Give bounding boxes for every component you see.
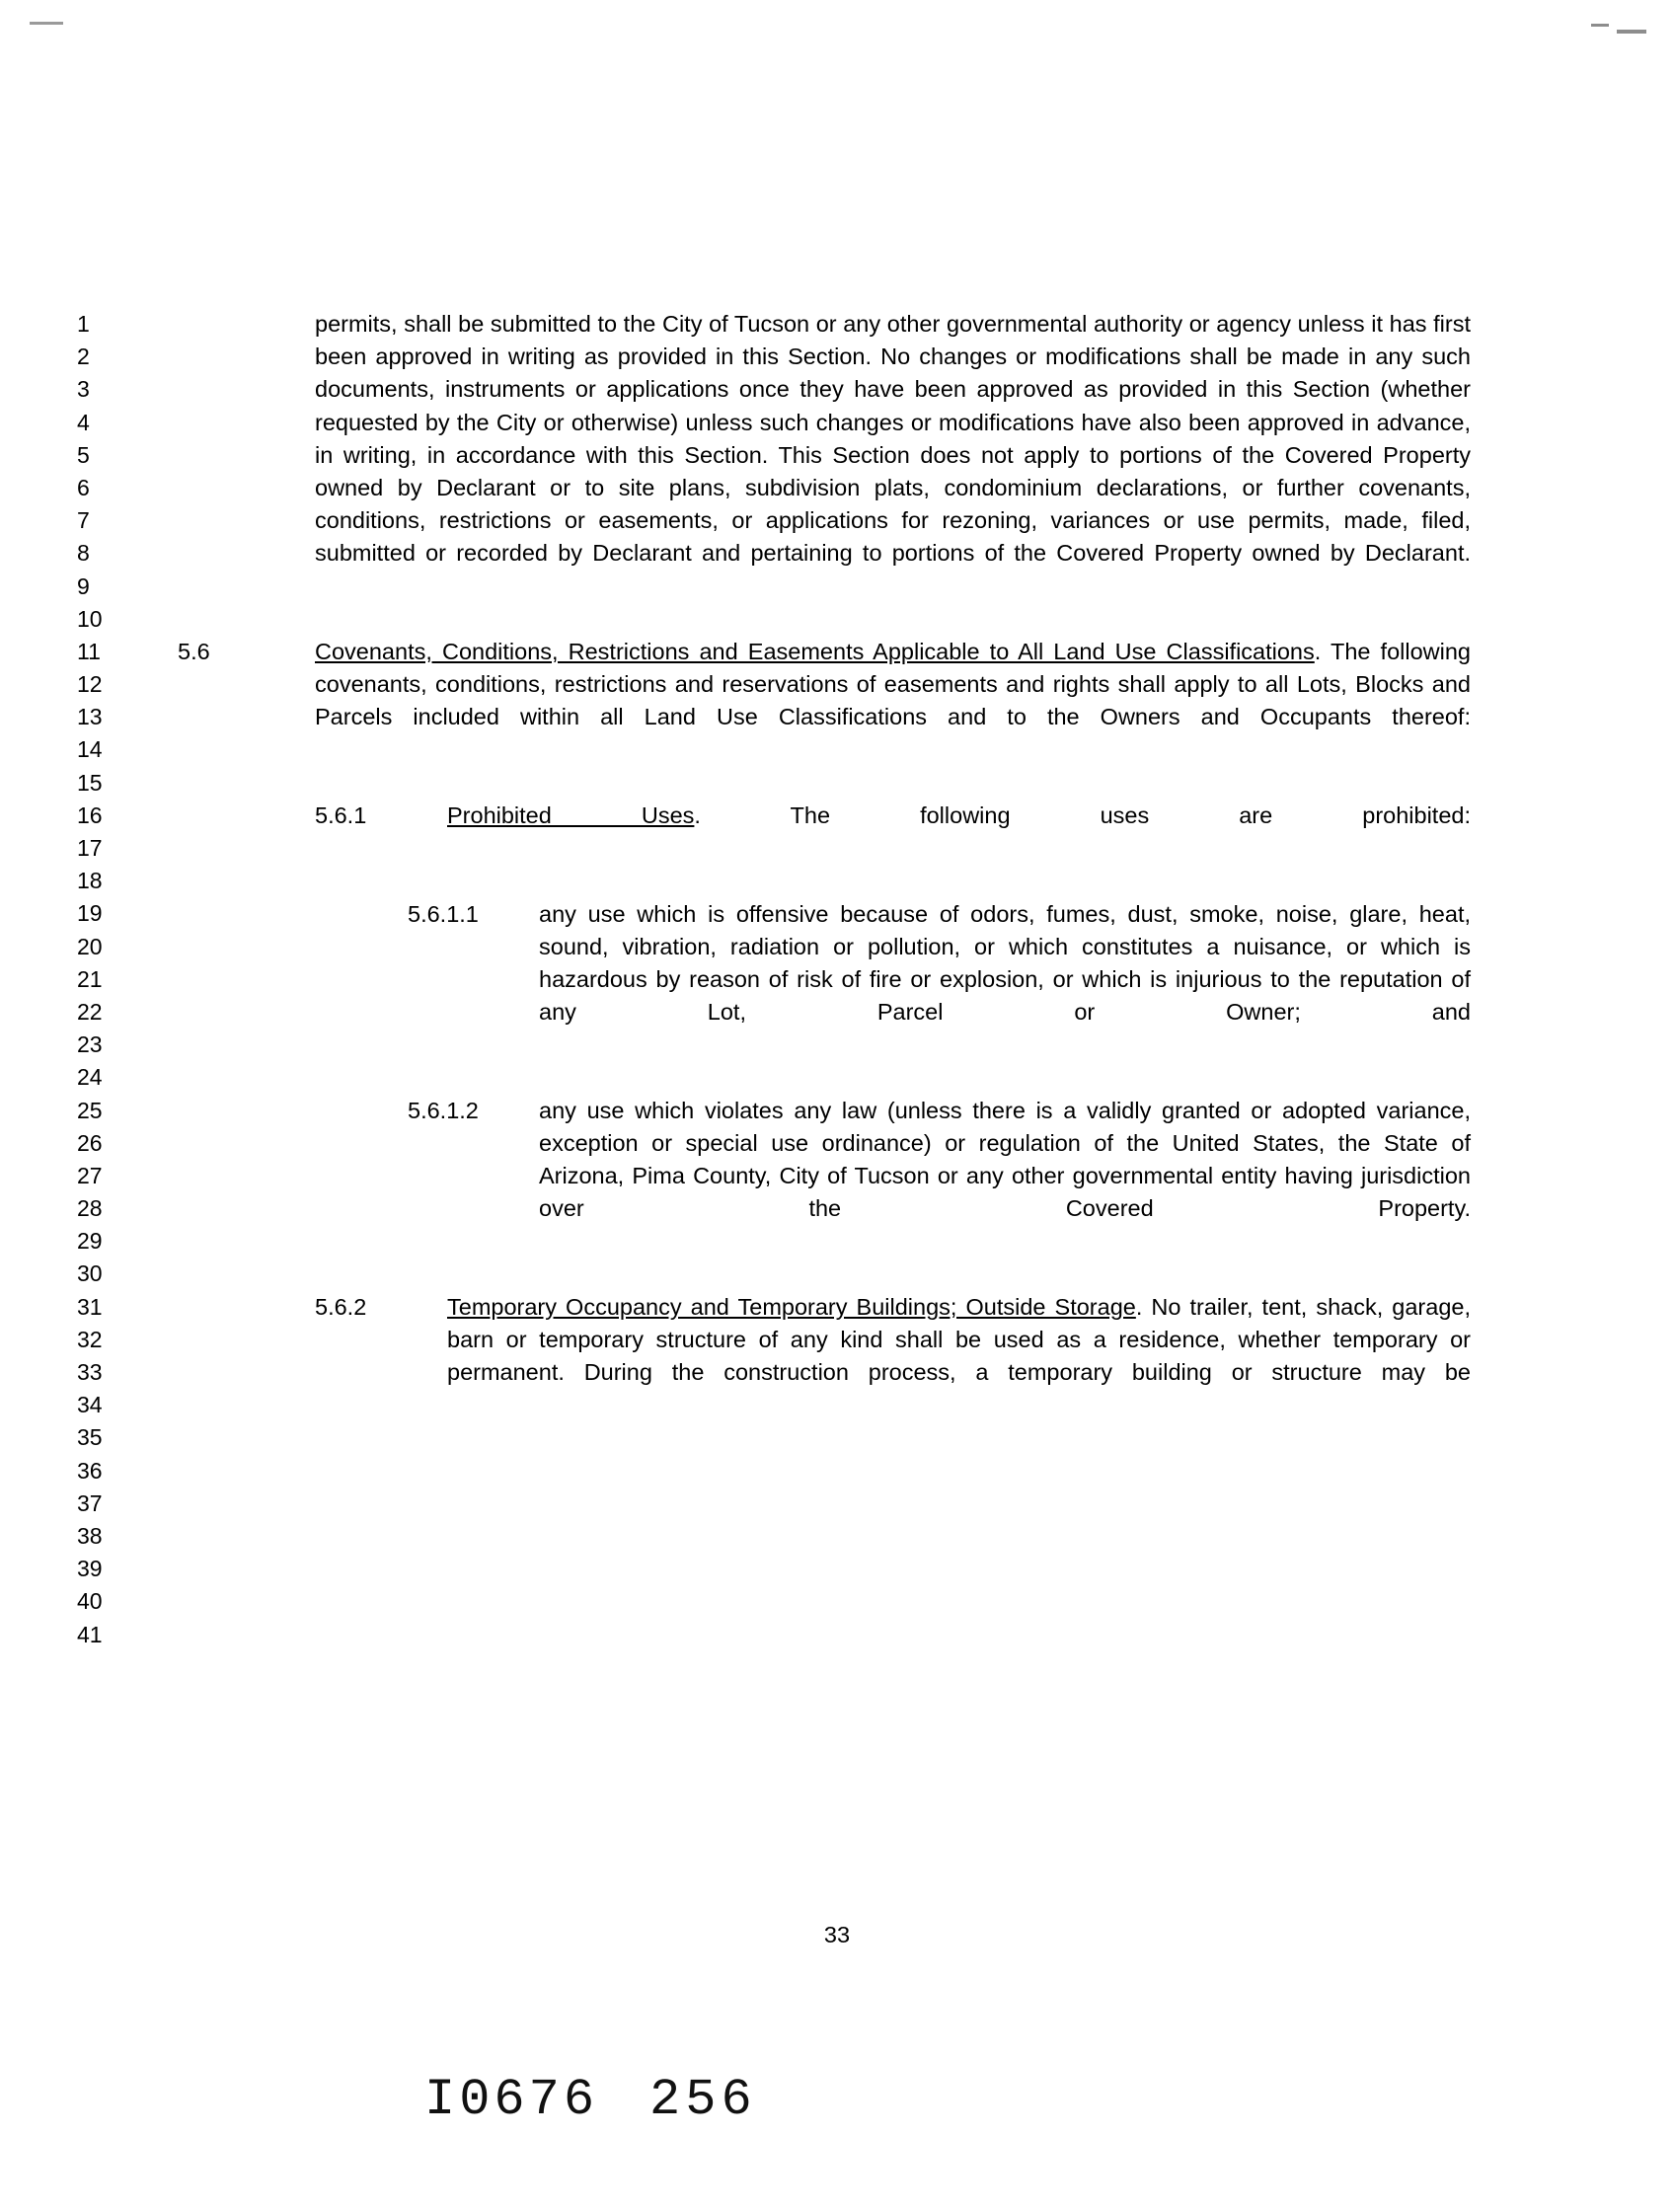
scan-artifact-top-right-line	[1617, 30, 1646, 34]
section-5-6-1-body	[447, 800, 1471, 865]
line-number: 12	[77, 671, 103, 698]
recording-stamp-page: 256	[649, 2071, 757, 2129]
line-number: 6	[77, 474, 90, 500]
section-5-6-1-2-text: any use which violates any law (unless there is a validly granted or adopted variance, exception or special use ordinance) or regulation of the United States, the State of Arizona, Pima County, City of Tucson or any other governmental entity having jurisdiction over the Covered Property.	[539, 1097, 1471, 1222]
page-number: 33	[823, 1922, 851, 1947]
line-number: 37	[77, 1489, 103, 1516]
line-number: 30	[77, 1260, 103, 1287]
paragraph-continued	[178, 308, 1471, 603]
spacer-line	[178, 1259, 1471, 1291]
line-number: 32	[77, 1326, 103, 1352]
recording-stamp	[424, 2071, 757, 2129]
line-number: 3	[77, 376, 90, 403]
line-number: 35	[77, 1424, 103, 1451]
line-number: 4	[77, 409, 90, 435]
section-5-6-2-number: 5.6.2	[315, 1294, 367, 1321]
section-5-6-2-heading: Temporary Occupancy and Temporary Buildings; Outside Storage	[447, 1294, 1136, 1321]
line-number-gutter	[77, 308, 116, 1651]
line-number: 17	[77, 835, 103, 861]
line-number: 7	[77, 507, 90, 534]
line-number: 34	[77, 1392, 103, 1418]
line-number: 2	[77, 343, 90, 370]
line-number: 26	[77, 1129, 103, 1156]
section-5-6-text: . The following covenants, conditions, restrictions and reservations of easements and rights shall apply to all Lots, Blocks and Parcels included within all Land Use Classifications and to the Owners and Occupants thereof:	[315, 639, 1471, 730]
section-5-6-1-text: . The following uses are prohibited:	[694, 802, 1471, 829]
line-number: 36	[77, 1457, 103, 1484]
line-number: 20	[77, 933, 103, 959]
section-5-6-1-heading: Prohibited Uses	[447, 802, 695, 829]
line-number: 25	[77, 1097, 103, 1123]
section-5-6-1	[315, 800, 1471, 865]
section-5-6-1-2-number: 5.6.1.2	[408, 1097, 479, 1123]
spacer-line	[178, 767, 1471, 800]
scan-artifact-top-left	[30, 22, 63, 25]
section-5-6-1-2	[408, 1095, 1471, 1259]
line-number: 39	[77, 1556, 103, 1582]
line-number: 33	[77, 1359, 103, 1385]
section-5-6-2-body	[447, 1291, 1471, 1422]
line-number: 24	[77, 1064, 103, 1091]
line-number: 28	[77, 1195, 103, 1222]
section-5-6-1-number: 5.6.1	[315, 802, 367, 829]
spacer-line	[178, 1062, 1471, 1095]
paragraph-continued-text: permits, shall be submitted to the City of Tucson or any other governmental authority or agency unless it has first been approved in writing as provided in this Section. No changes or modifications shall be made in any such documents, instruments or applications once they have been approved as provided in this Section (whether requested by the City or otherwise) unless such changes or modifications have also been approved in advance, in writing, in accordance with this Section. This Section does not apply to portions of the Covered Property owned by Declarant or to site plans, subdivision plats, condominium declarations, or further covenants, conditions, restrictions or easements, or applications for rezoning, variances or use permits, made, filed, submitted or recorded by Declarant and pertaining to portions of the Covered Property owned by Declarant.	[315, 311, 1471, 567]
section-5-6-1-1	[408, 898, 1471, 1062]
section-5-6	[178, 636, 1471, 767]
line-number: 29	[77, 1228, 103, 1255]
line-number: 27	[77, 1162, 103, 1188]
section-5-6-2	[315, 1291, 1471, 1422]
document-body	[178, 308, 1471, 1422]
line-number: 11	[77, 638, 101, 664]
section-5-6-heading: Covenants, Conditions, Restrictions and Easements Applicable to All Land Use Classifications	[315, 639, 1315, 665]
section-5-6-number: 5.6	[178, 639, 210, 665]
line-number: 14	[77, 736, 103, 763]
line-number: 19	[77, 900, 103, 927]
line-number: 10	[77, 605, 103, 632]
line-number: 31	[77, 1293, 103, 1320]
line-number: 5	[77, 441, 90, 468]
spacer-line	[178, 865, 1471, 897]
line-number: 8	[77, 540, 90, 567]
line-number: 9	[77, 572, 90, 599]
section-5-6-1-1-text: any use which is offensive because of odors, fumes, dust, smoke, noise, glare, heat, sound, vibration, radiation or pollution, or which constitutes a nuisance, or which is hazardous by reason of risk of fire or explosion, or which is injurious to the reputation of any Lot, Parcel or Owner; and	[539, 900, 1471, 1026]
line-number: 16	[77, 801, 103, 828]
line-number: 1	[77, 311, 90, 337]
line-number: 38	[77, 1522, 103, 1549]
scan-artifact-top-right-dash	[1591, 24, 1609, 27]
line-number: 23	[77, 1031, 103, 1058]
line-number: 40	[77, 1588, 103, 1615]
spacer-line	[178, 603, 1471, 636]
line-number: 21	[77, 965, 103, 992]
line-number: 13	[77, 704, 103, 730]
section-5-6-2-text: . No trailer, tent, shack, garage, barn or temporary structure of any kind shall be used as a residence, whether temporary or permanent. During the construction process, a temporary building or structure may be	[447, 1294, 1471, 1386]
line-number: 18	[77, 868, 103, 894]
line-number: 41	[77, 1621, 103, 1647]
section-5-6-1-1-number: 5.6.1.1	[408, 900, 479, 927]
line-number: 15	[77, 769, 103, 796]
recording-stamp-book: I0676	[424, 2071, 599, 2129]
line-number: 22	[77, 998, 103, 1025]
section-5-6-body	[315, 636, 1471, 767]
